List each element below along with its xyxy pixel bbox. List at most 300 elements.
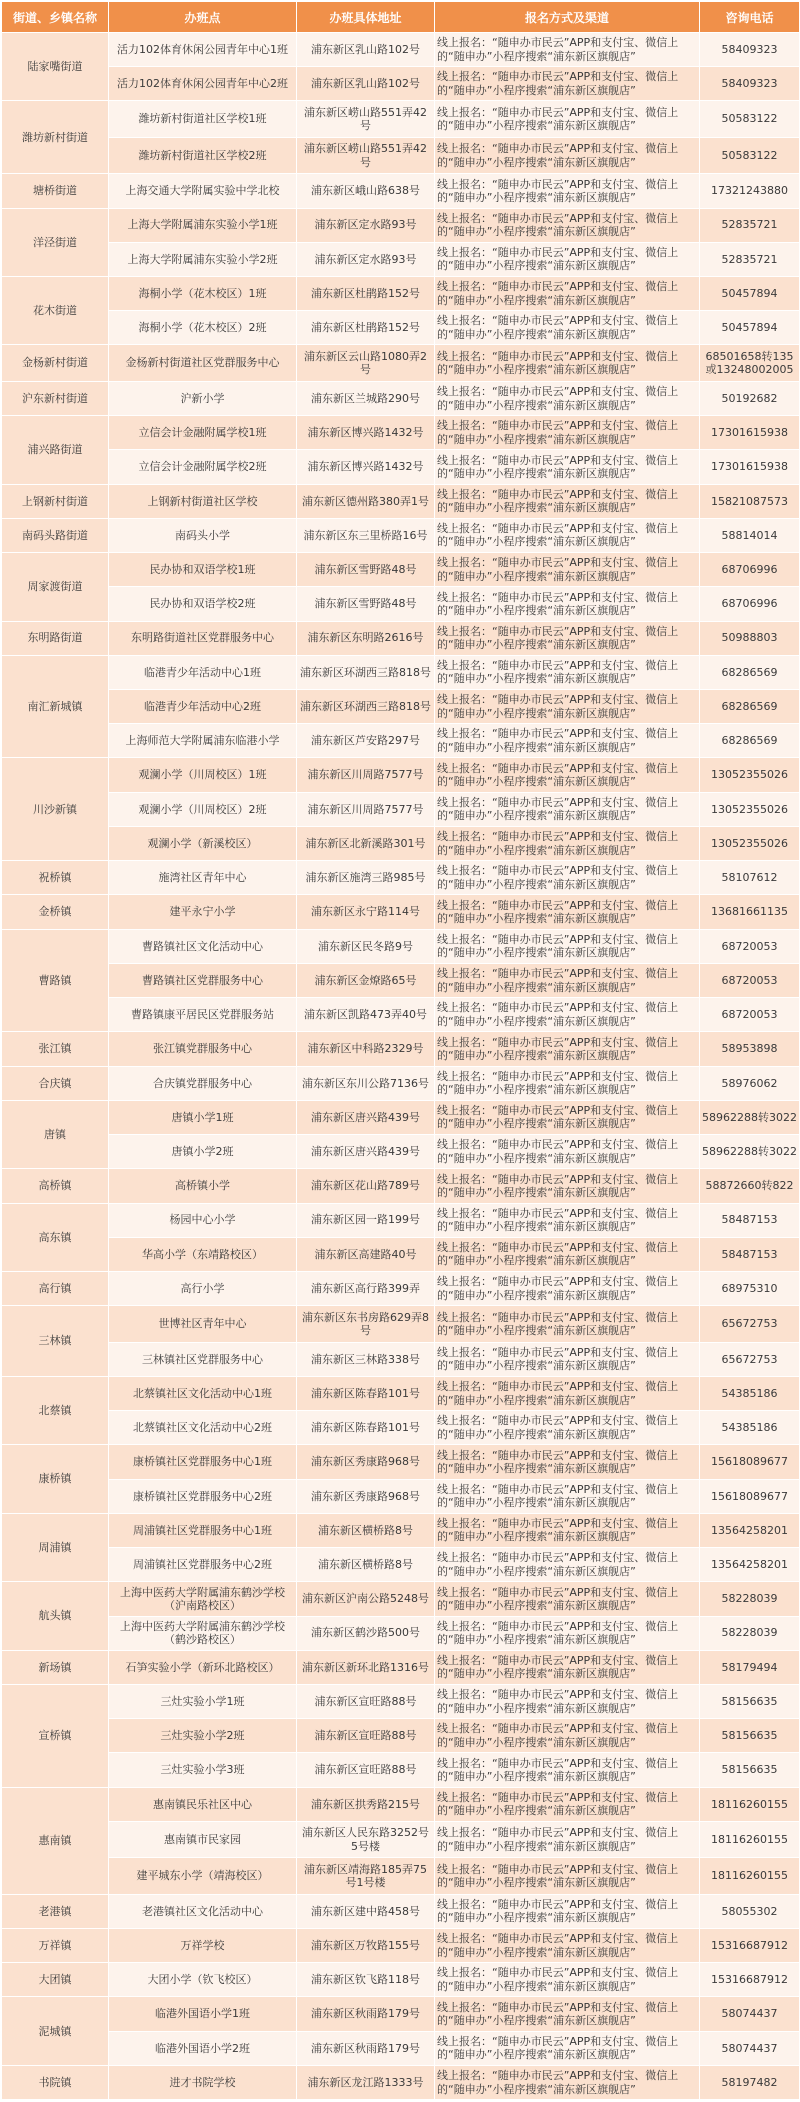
table-row [2,1548,800,1582]
table-row [2,1376,800,1410]
venue-name: 三灶实验小学2班 [109,1719,297,1753]
table-row [2,242,800,276]
signup-method: 线上报名：“随申办市民云”APP和支付宝、微信上的“随申办”小程序搜索“浦东新区旗舰店” [435,861,700,895]
table-row [2,137,800,173]
venue-name: 上海交通大学附属实验中学北校 [109,174,297,208]
venue-name: 进才书院学校 [109,2065,297,2099]
table-row [2,2065,800,2099]
venue-name: 杨园中心小学 [109,1203,297,1237]
venue-address: 浦东新区兰城路290号 [297,381,435,415]
table-row [2,1858,800,1894]
contact-phone: 50457894 [700,277,800,311]
table-row [2,1616,800,1650]
venue-address: 浦东新区秋雨路179号 [297,1997,435,2031]
street-name: 川沙新镇 [2,758,109,861]
street-name: 花木街道 [2,277,109,345]
venue-address: 浦东新区永宁路114号 [297,895,435,929]
venue-name: 建平城东小学（靖海校区） [109,1858,297,1894]
venue-name: 立信会计金融附属学校1班 [109,416,297,450]
venue-address: 浦东新区沪南公路5248号 [297,1582,435,1616]
table-row [2,655,800,689]
signup-method: 线上报名：“随申办市民云”APP和支付宝、微信上的“随申办”小程序搜索“浦东新区旗舰店” [435,33,700,67]
class-schedule-table [1,1,800,2100]
contact-phone: 13052355026 [700,758,800,792]
contact-phone: 18116260155 [700,1821,800,1857]
street-name: 书院镇 [2,2065,109,2099]
table-row [2,450,800,484]
venue-name: 唐镇小学2班 [109,1135,297,1169]
contact-phone: 68975310 [700,1272,800,1306]
table-row [2,416,800,450]
table-row [2,1787,800,1821]
street-name: 大团镇 [2,1963,109,1997]
table-row [2,587,800,621]
contact-phone: 68286569 [700,655,800,689]
venue-name: 观澜小学（川周校区）2班 [109,792,297,826]
venue-name: 合庆镇党群服务中心 [109,1066,297,1100]
venue-address: 浦东新区高建路40号 [297,1237,435,1271]
signup-method: 线上报名：“随申办市民云”APP和支付宝、微信上的“随申办”小程序搜索“浦东新区旗舰店” [435,690,700,724]
signup-method: 线上报名：“随申办市民云”APP和支付宝、微信上的“随申办”小程序搜索“浦东新区旗舰店” [435,1787,700,1821]
venue-address: 浦东新区杜鹃路152号 [297,277,435,311]
venue-address: 浦东新区建中路458号 [297,1894,435,1928]
venue-address: 浦东新区三林路338号 [297,1342,435,1376]
signup-method: 线上报名：“随申办市民云”APP和支付宝、微信上的“随申办”小程序搜索“浦东新区旗舰店” [435,1894,700,1928]
signup-method: 线上报名：“随申办市民云”APP和支付宝、微信上的“随申办”小程序搜索“浦东新区旗舰店” [435,174,700,208]
venue-name: 潍坊新村街道社区学校1班 [109,101,297,137]
contact-phone: 13564258201 [700,1513,800,1547]
table-row [2,2031,800,2065]
venue-name: 临港外国语小学1班 [109,1997,297,2031]
contact-phone: 17301615938 [700,450,800,484]
contact-phone: 13681661135 [700,895,800,929]
venue-address: 浦东新区博兴路1432号 [297,416,435,450]
table-row [2,1066,800,1100]
contact-phone: 58953898 [700,1032,800,1066]
venue-address: 浦东新区云山路1080弄2号 [297,345,435,381]
contact-phone: 58156635 [700,1719,800,1753]
contact-phone: 17321243880 [700,174,800,208]
contact-phone: 68286569 [700,690,800,724]
signup-method: 线上报名：“随申办市民云”APP和支付宝、微信上的“随申办”小程序搜索“浦东新区旗舰店” [435,67,700,101]
table-row [2,277,800,311]
table-row [2,1821,800,1857]
street-name: 上钢新村街道 [2,484,109,518]
venue-name: 三林镇社区党群服务中心 [109,1342,297,1376]
venue-address: 浦东新区高行路399弄 [297,1272,435,1306]
venue-name: 建平永宁小学 [109,895,297,929]
table-row [2,963,800,997]
venue-address: 浦东新区秀康路968号 [297,1445,435,1479]
signup-method: 线上报名：“随申办市民云”APP和支付宝、微信上的“随申办”小程序搜索“浦东新区旗舰店” [435,1616,700,1650]
signup-method: 线上报名：“随申办市民云”APP和支付宝、微信上的“随申办”小程序搜索“浦东新区旗舰店” [435,758,700,792]
table-row [2,1342,800,1376]
street-name: 洋泾街道 [2,208,109,276]
signup-method: 线上报名：“随申办市民云”APP和支付宝、微信上的“随申办”小程序搜索“浦东新区旗舰店” [435,381,700,415]
street-name: 陆家嘴街道 [2,33,109,101]
street-name: 康桥镇 [2,1445,109,1513]
contact-phone: 15316687912 [700,1929,800,1963]
venue-name: 周浦镇社区党群服务中心1班 [109,1513,297,1547]
venue-address: 浦东新区宣旺路88号 [297,1753,435,1787]
contact-phone: 58228039 [700,1616,800,1650]
venue-name: 上海大学附属浦东实验小学2班 [109,242,297,276]
contact-phone: 15316687912 [700,1963,800,1997]
table-row [2,1169,800,1203]
contact-phone: 15618089677 [700,1445,800,1479]
venue-address: 浦东新区秋雨路179号 [297,2031,435,2065]
contact-phone: 65672753 [700,1306,800,1342]
venue-name: 曹路镇社区文化活动中心 [109,929,297,963]
signup-method: 线上报名：“随申办市民云”APP和支付宝、微信上的“随申办”小程序搜索“浦东新区旗舰店” [435,1685,700,1719]
contact-phone: 58074437 [700,2031,800,2065]
table-row [2,724,800,758]
venue-name: 三灶实验小学3班 [109,1753,297,1787]
venue-address: 浦东新区金燎路65号 [297,963,435,997]
contact-phone: 15821087573 [700,484,800,518]
venue-address: 浦东新区定水路93号 [297,242,435,276]
venue-address: 浦东新区环湖西三路818号 [297,655,435,689]
table-row [2,895,800,929]
signup-method: 线上报名：“随申办市民云”APP和支付宝、微信上的“随申办”小程序搜索“浦东新区旗舰店” [435,1479,700,1513]
signup-method: 线上报名：“随申办市民云”APP和支付宝、微信上的“随申办”小程序搜索“浦东新区旗舰店” [435,137,700,173]
venue-address: 浦东新区鹤沙路500号 [297,1616,435,1650]
venue-address: 浦东新区德州路380弄1号 [297,484,435,518]
table-row [2,1997,800,2031]
venue-address: 浦东新区东明路2616号 [297,621,435,655]
street-name: 曹路镇 [2,929,109,1032]
venue-name: 立信会计金融附属学校2班 [109,450,297,484]
venue-name: 海桐小学（花木校区）2班 [109,311,297,345]
table-row [2,861,800,895]
venue-name: 活力102体育休闲公园青年中心2班 [109,67,297,101]
venue-address: 浦东新区陈春路101号 [297,1376,435,1410]
header-address: 办班具体地址 [297,2,435,33]
contact-phone: 52835721 [700,242,800,276]
table-row [2,101,800,137]
venue-name: 康桥镇社区党群服务中心2班 [109,1479,297,1513]
contact-phone: 58962288转3022 [700,1135,800,1169]
venue-address: 浦东新区峨山路638号 [297,174,435,208]
signup-method: 线上报名：“随申办市民云”APP和支付宝、微信上的“随申办”小程序搜索“浦东新区旗舰店” [435,311,700,345]
venue-name: 沪新小学 [109,381,297,415]
venue-name: 张江镇党群服务中心 [109,1032,297,1066]
table-row [2,792,800,826]
table-row [2,1306,800,1342]
contact-phone: 58107612 [700,861,800,895]
contact-phone: 58409323 [700,33,800,67]
table-row [2,1411,800,1445]
signup-method: 线上报名：“随申办市民云”APP和支付宝、微信上的“随申办”小程序搜索“浦东新区旗舰店” [435,1719,700,1753]
signup-method: 线上报名：“随申办市民云”APP和支付宝、微信上的“随申办”小程序搜索“浦东新区旗舰店” [435,621,700,655]
street-name: 唐镇 [2,1100,109,1168]
contact-phone: 58962288转3022 [700,1100,800,1134]
table-row [2,1513,800,1547]
venue-address: 浦东新区园一路199号 [297,1203,435,1237]
signup-method: 线上报名：“随申办市民云”APP和支付宝、微信上的“随申办”小程序搜索“浦东新区旗舰店” [435,1342,700,1376]
venue-address: 浦东新区乳山路102号 [297,33,435,67]
venue-address: 浦东新区乳山路102号 [297,67,435,101]
contact-phone: 50583122 [700,137,800,173]
signup-method: 线上报名：“随申办市民云”APP和支付宝、微信上的“随申办”小程序搜索“浦东新区旗舰店” [435,1306,700,1342]
venue-address: 浦东新区宣旺路88号 [297,1719,435,1753]
venue-address: 浦东新区凯路473弄40号 [297,998,435,1032]
venue-name: 曹路镇康平居民区党群服务站 [109,998,297,1032]
signup-method: 线上报名：“随申办市民云”APP和支付宝、微信上的“随申办”小程序搜索“浦东新区旗舰店” [435,1997,700,2031]
contact-phone: 52835721 [700,208,800,242]
signup-method: 线上报名：“随申办市民云”APP和支付宝、微信上的“随申办”小程序搜索“浦东新区旗舰店” [435,1169,700,1203]
contact-phone: 58487153 [700,1203,800,1237]
table-row [2,1582,800,1616]
venue-name: 金杨新村街道社区党群服务中心 [109,345,297,381]
contact-phone: 58197482 [700,2065,800,2099]
venue-address: 浦东新区横桥路8号 [297,1513,435,1547]
table-row [2,345,800,381]
street-name: 塘桥街道 [2,174,109,208]
venue-name: 曹路镇社区党群服务中心 [109,963,297,997]
venue-name: 潍坊新村街道社区学校2班 [109,137,297,173]
signup-method: 线上报名：“随申办市民云”APP和支付宝、微信上的“随申办”小程序搜索“浦东新区旗舰店” [435,208,700,242]
venue-name: 老港镇社区文化活动中心 [109,1894,297,1928]
contact-phone: 58156635 [700,1685,800,1719]
venue-name: 万祥学校 [109,1929,297,1963]
contact-phone: 68720053 [700,963,800,997]
table-row [2,1685,800,1719]
contact-phone: 58409323 [700,67,800,101]
signup-method: 线上报名：“随申办市民云”APP和支付宝、微信上的“随申办”小程序搜索“浦东新区旗舰店” [435,587,700,621]
street-name: 潍坊新村街道 [2,101,109,174]
header-phone: 咨询电话 [700,2,800,33]
venue-address: 浦东新区花山路789号 [297,1169,435,1203]
contact-phone: 50457894 [700,311,800,345]
table-row [2,690,800,724]
signup-method: 线上报名：“随申办市民云”APP和支付宝、微信上的“随申办”小程序搜索“浦东新区旗舰店” [435,998,700,1032]
venue-name: 上钢新村街道社区学校 [109,484,297,518]
signup-method: 线上报名：“随申办市民云”APP和支付宝、微信上的“随申办”小程序搜索“浦东新区旗舰店” [435,484,700,518]
table-row [2,1719,800,1753]
venue-address: 浦东新区新环北路1316号 [297,1650,435,1684]
table-row [2,1963,800,1997]
table-row [2,826,800,860]
venue-address: 浦东新区崂山路551弄42号 [297,101,435,137]
street-name: 周浦镇 [2,1513,109,1581]
venue-address: 浦东新区唐兴路439号 [297,1135,435,1169]
table-row [2,1445,800,1479]
table-row [2,484,800,518]
venue-name: 上海大学附属浦东实验小学1班 [109,208,297,242]
venue-address: 浦东新区东书房路629弄8号 [297,1306,435,1342]
signup-method: 线上报名：“随申办市民云”APP和支付宝、微信上的“随申办”小程序搜索“浦东新区旗舰店” [435,1032,700,1066]
signup-method: 线上报名：“随申办市民云”APP和支付宝、微信上的“随申办”小程序搜索“浦东新区旗舰店” [435,1650,700,1684]
contact-phone: 50192682 [700,381,800,415]
venue-address: 浦东新区川周路7577号 [297,792,435,826]
table-row [2,1100,800,1134]
contact-phone: 54385186 [700,1411,800,1445]
venue-address: 浦东新区雪野路48号 [297,553,435,587]
signup-method: 线上报名：“随申办市民云”APP和支付宝、微信上的“随申办”小程序搜索“浦东新区旗舰店” [435,2031,700,2065]
venue-address: 浦东新区芦安路297号 [297,724,435,758]
venue-address: 浦东新区靖海路185弄75号1号楼 [297,1858,435,1894]
venue-name: 世博社区青年中心 [109,1306,297,1342]
contact-phone: 13052355026 [700,792,800,826]
signup-method: 线上报名：“随申办市民云”APP和支付宝、微信上的“随申办”小程序搜索“浦东新区旗舰店” [435,895,700,929]
contact-phone: 68720053 [700,929,800,963]
contact-phone: 15618089677 [700,1479,800,1513]
street-name: 南码头路街道 [2,518,109,552]
table-row [2,553,800,587]
venue-address: 浦东新区崂山路551弄42号 [297,137,435,173]
street-name: 宣桥镇 [2,1685,109,1788]
venue-name: 观澜小学（新溪校区） [109,826,297,860]
venue-name: 石笋实验小学（新环北路校区） [109,1650,297,1684]
signup-method: 线上报名：“随申办市民云”APP和支付宝、微信上的“随申办”小程序搜索“浦东新区旗舰店” [435,518,700,552]
table-row [2,174,800,208]
venue-name: 观澜小学（川周校区）1班 [109,758,297,792]
table-row [2,518,800,552]
signup-method: 线上报名：“随申办市民云”APP和支付宝、微信上的“随申办”小程序搜索“浦东新区旗舰店” [435,1445,700,1479]
contact-phone: 58156635 [700,1753,800,1787]
venue-name: 康桥镇社区党群服务中心1班 [109,1445,297,1479]
street-name: 惠南镇 [2,1787,109,1894]
venue-name: 惠南镇民乐社区中心 [109,1787,297,1821]
venue-name: 惠南镇市民家园 [109,1821,297,1857]
venue-address: 浦东新区横桥路8号 [297,1548,435,1582]
signup-method: 线上报名：“随申办市民云”APP和支付宝、微信上的“随申办”小程序搜索“浦东新区旗舰店” [435,1100,700,1134]
contact-phone: 58179494 [700,1650,800,1684]
signup-method: 线上报名：“随申办市民云”APP和支付宝、微信上的“随申办”小程序搜索“浦东新区旗舰店” [435,1582,700,1616]
venue-name: 三灶实验小学1班 [109,1685,297,1719]
table-row [2,1272,800,1306]
venue-address: 浦东新区龙江路1333号 [297,2065,435,2099]
street-name: 浦兴路街道 [2,416,109,484]
venue-name: 大团小学（钦飞校区） [109,1963,297,1997]
signup-method: 线上报名：“随申办市民云”APP和支付宝、微信上的“随申办”小程序搜索“浦东新区旗舰店” [435,1376,700,1410]
contact-phone: 50988803 [700,621,800,655]
signup-method: 线上报名：“随申办市民云”APP和支付宝、微信上的“随申办”小程序搜索“浦东新区旗舰店” [435,1272,700,1306]
table-row [2,33,800,67]
table-row [2,67,800,101]
street-name: 航头镇 [2,1582,109,1650]
signup-method: 线上报名：“随申办市民云”APP和支付宝、微信上的“随申办”小程序搜索“浦东新区旗舰店” [435,101,700,137]
table-row [2,621,800,655]
venue-address: 浦东新区中科路2329号 [297,1032,435,1066]
venue-address: 浦东新区定水路93号 [297,208,435,242]
signup-method: 线上报名：“随申办市民云”APP和支付宝、微信上的“随申办”小程序搜索“浦东新区旗舰店” [435,1929,700,1963]
contact-phone: 68501658转135或13248002005 [700,345,800,381]
venue-name: 高行小学 [109,1272,297,1306]
street-name: 高行镇 [2,1272,109,1306]
street-name: 三林镇 [2,1306,109,1377]
contact-phone: 17301615938 [700,416,800,450]
table-row [2,381,800,415]
signup-method: 线上报名：“随申办市民云”APP和支付宝、微信上的“随申办”小程序搜索“浦东新区旗舰店” [435,1753,700,1787]
signup-method: 线上报名：“随申办市民云”APP和支付宝、微信上的“随申办”小程序搜索“浦东新区旗舰店” [435,1513,700,1547]
signup-method: 线上报名：“随申办市民云”APP和支付宝、微信上的“随申办”小程序搜索“浦东新区旗舰店” [435,1066,700,1100]
venue-name: 北蔡镇社区文化活动中心2班 [109,1411,297,1445]
venue-address: 浦东新区钦飞路118号 [297,1963,435,1997]
street-name: 祝桥镇 [2,861,109,895]
table-row [2,998,800,1032]
street-name: 北蔡镇 [2,1376,109,1444]
venue-address: 浦东新区唐兴路439号 [297,1100,435,1134]
venue-address: 浦东新区环湖西三路818号 [297,690,435,724]
street-name: 金桥镇 [2,895,109,929]
table-row [2,758,800,792]
street-name: 周家渡街道 [2,553,109,621]
contact-phone: 58814014 [700,518,800,552]
contact-phone: 68720053 [700,998,800,1032]
contact-phone: 50583122 [700,101,800,137]
street-name: 沪东新村街道 [2,381,109,415]
contact-phone: 58055302 [700,1894,800,1928]
venue-name: 东明路街道社区党群服务中心 [109,621,297,655]
venue-address: 浦东新区施湾三路985号 [297,861,435,895]
header-venue: 办班点 [109,2,297,33]
venue-address: 浦东新区秀康路968号 [297,1479,435,1513]
contact-phone: 18116260155 [700,1787,800,1821]
venue-name: 海桐小学（花木校区）1班 [109,277,297,311]
street-name: 高桥镇 [2,1169,109,1203]
table-row [2,1753,800,1787]
signup-method: 线上报名：“随申办市民云”APP和支付宝、微信上的“随申办”小程序搜索“浦东新区旗舰店” [435,1411,700,1445]
signup-method: 线上报名：“随申办市民云”APP和支付宝、微信上的“随申办”小程序搜索“浦东新区旗舰店” [435,724,700,758]
venue-address: 浦东新区民冬路9号 [297,929,435,963]
venue-name: 民办协和双语学校1班 [109,553,297,587]
signup-method: 线上报名：“随申办市民云”APP和支付宝、微信上的“随申办”小程序搜索“浦东新区旗舰店” [435,345,700,381]
venue-name: 上海中医药大学附属浦东鹤沙学校（沪南路校区） [109,1582,297,1616]
contact-phone: 68706996 [700,587,800,621]
table-row [2,1135,800,1169]
venue-address: 浦东新区陈春路101号 [297,1411,435,1445]
venue-address: 浦东新区川周路7577号 [297,758,435,792]
table-row [2,1894,800,1928]
venue-name: 华高小学（东靖路校区） [109,1237,297,1271]
contact-phone: 58487153 [700,1237,800,1271]
signup-method: 线上报名：“随申办市民云”APP和支付宝、微信上的“随申办”小程序搜索“浦东新区旗舰店” [435,553,700,587]
venue-address: 浦东新区宣旺路88号 [297,1685,435,1719]
street-name: 张江镇 [2,1032,109,1066]
venue-name: 临港青少年活动中心2班 [109,690,297,724]
venue-address: 浦东新区万牧路155号 [297,1929,435,1963]
table-header [2,2,800,33]
table-row [2,1237,800,1271]
venue-name: 唐镇小学1班 [109,1100,297,1134]
signup-method: 线上报名：“随申办市民云”APP和支付宝、微信上的“随申办”小程序搜索“浦东新区旗舰店” [435,2065,700,2099]
signup-method: 线上报名：“随申办市民云”APP和支付宝、微信上的“随申办”小程序搜索“浦东新区旗舰店” [435,277,700,311]
signup-method: 线上报名：“随申办市民云”APP和支付宝、微信上的“随申办”小程序搜索“浦东新区旗舰店” [435,963,700,997]
venue-address: 浦东新区北新溪路301号 [297,826,435,860]
venue-name: 北蔡镇社区文化活动中心1班 [109,1376,297,1410]
contact-phone: 18116260155 [700,1858,800,1894]
signup-method: 线上报名：“随申办市民云”APP和支付宝、微信上的“随申办”小程序搜索“浦东新区旗舰店” [435,1135,700,1169]
table-body [2,33,800,2100]
signup-method: 线上报名：“随申办市民云”APP和支付宝、微信上的“随申办”小程序搜索“浦东新区旗舰店” [435,450,700,484]
venue-name: 活力102体育休闲公园青年中心1班 [109,33,297,67]
venue-name: 周浦镇社区党群服务中心2班 [109,1548,297,1582]
table-row [2,1032,800,1066]
venue-name: 施湾社区青年中心 [109,861,297,895]
street-name: 万祥镇 [2,1929,109,1963]
venue-name: 临港青少年活动中心1班 [109,655,297,689]
street-name: 金杨新村街道 [2,345,109,381]
table-row [2,1479,800,1513]
header-street: 街道、乡镇名称 [2,2,109,33]
signup-method: 线上报名：“随申办市民云”APP和支付宝、微信上的“随申办”小程序搜索“浦东新区旗舰店” [435,655,700,689]
table-row [2,1203,800,1237]
street-name: 泥城镇 [2,1997,109,2065]
venue-name: 南码头小学 [109,518,297,552]
venue-name: 高桥镇小学 [109,1169,297,1203]
